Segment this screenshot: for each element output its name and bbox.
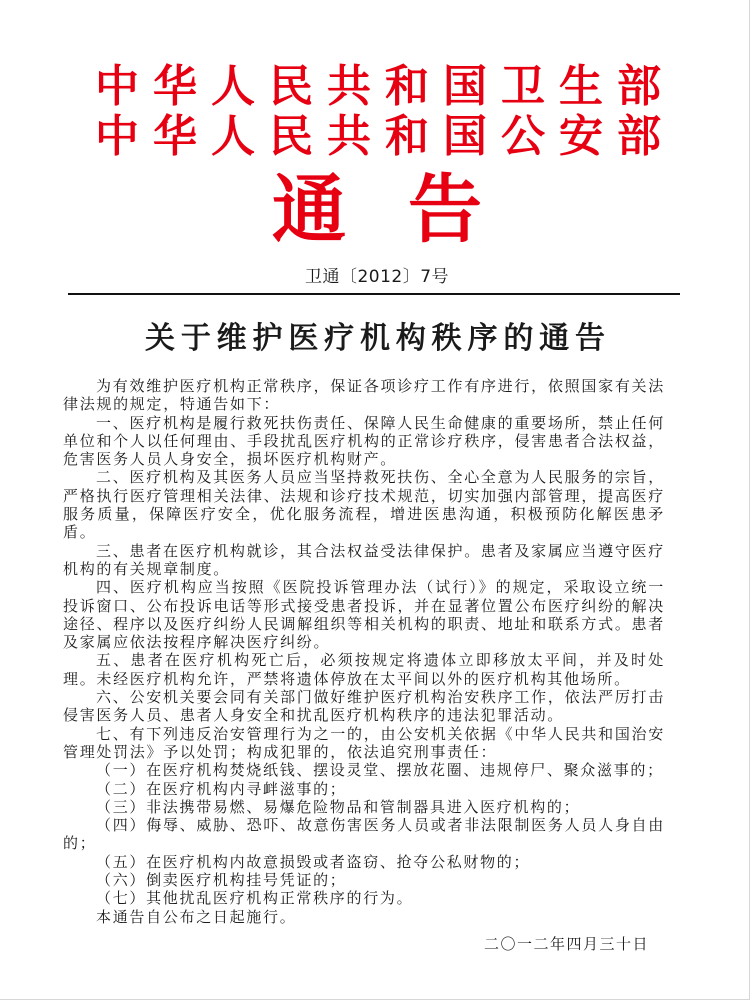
- doc-number: 卫通〔2012〕7号: [304, 267, 450, 287]
- body-paragraph-article-5: 五、患者在医疗机构死亡后，必须按规定将遗体立即移放太平间，并及时处理。未经医疗机构允许，严禁将遗体停放在太平间以外的医疗机构其他场所。: [63, 651, 665, 688]
- body-paragraph-article-6: 六、公安机关要会同有关部门做好维护医疗机构治安秩序工作，依法严厉打击侵害医务人员、患者人身安全和扰乱医疗机构秩序的违法犯罪活动。: [63, 688, 665, 725]
- notice-title: 关于维护医疗机构秩序的通告: [145, 321, 605, 356]
- body-paragraph-closing: 本通告自公布之日起施行。: [96, 907, 297, 926]
- body-paragraph-article-2: 二、医疗机构及其医务人员应当坚持救死扶伤、全心全意为人民服务的宗旨，严格执行医疗管理相关法律、法规和诊疗技术规范，切实加强内部管理，提高医疗服务质量，保障医疗安全，优化服务流程，增进医患沟通，积极预防化解医患矛盾。: [63, 468, 665, 542]
- body-list-item-5: （五）在医疗机构内故意损毁或者盗窃、抢夺公私财物的；: [96, 852, 531, 871]
- issue-date: 二〇一二年四月三十日: [483, 935, 649, 953]
- body-paragraph-intro: 为有效维护医疗机构正常秩序，保证各项诊疗工作有序进行，依照国家有关法律法规的规定，特通告如下：: [63, 377, 665, 414]
- notice-body: [63, 377, 665, 926]
- body-paragraph-article-1: 一、医疗机构是履行救死扶伤责任、保障人民生命健康的重要场所，禁止任何单位和个人以任何理由、手段扰乱医疗机构的正常诊疗秩序，侵害患者合法权益，危害医务人员人身安全，损坏医疗机构财产。: [63, 413, 665, 469]
- body-list-item-7: （七）其他扰乱医疗机构正常秩序的行为。: [96, 889, 414, 908]
- body-list-item-6: （六）倒卖医疗机构挂号凭证的；: [96, 871, 347, 890]
- body-paragraph-article-4: 四、医疗机构应当按照《医院投诉管理办法（试行）》的规定，采取设立统一投诉窗口、公布投诉电话等形式接受患者投诉，并在显著位置公布医疗纠纷的解决途径、程序以及医疗纠纷人民调解组织等相关机构的职责、地址和联系方式。患者及家属应依法按程序解决医疗纠纷。: [63, 578, 665, 652]
- body-list-item-3: （三）非法携带易燃、易爆危险物品和管制器具进入医疗机构的；: [96, 797, 581, 816]
- body-list-item-4: （四）侮辱、威胁、恐吓、故意伤害医务人员或者非法限制医务人员人身自由的；: [63, 816, 665, 853]
- body-list-item-1: （一）在医疗机构焚烧纸钱、摆设灵堂、摆放花圈、违规停尸、聚众滋事的；: [96, 761, 664, 780]
- body-paragraph-article-3: 三、患者在医疗机构就诊，其合法权益受法律保护。患者及家属应当遵守医疗机构的有关规章制度。: [63, 541, 665, 578]
- header-rule: [68, 293, 680, 295]
- body-list-item-2: （二）在医疗机构内寻衅滋事的；: [96, 779, 347, 798]
- issuer-line-health-ministry: 中华人民共和国卫生部: [95, 61, 661, 112]
- issuer-line-public-security-ministry: 中华人民共和国公安部: [95, 111, 661, 162]
- doc-type-heading: 通告: [272, 167, 482, 253]
- body-paragraph-article-7: 七、有下列违反治安管理行为之一的，由公安机关依据《中华人民共和国治安管理处罚法》予以处罚；构成犯罪的，依法追究刑事责任：: [63, 724, 665, 761]
